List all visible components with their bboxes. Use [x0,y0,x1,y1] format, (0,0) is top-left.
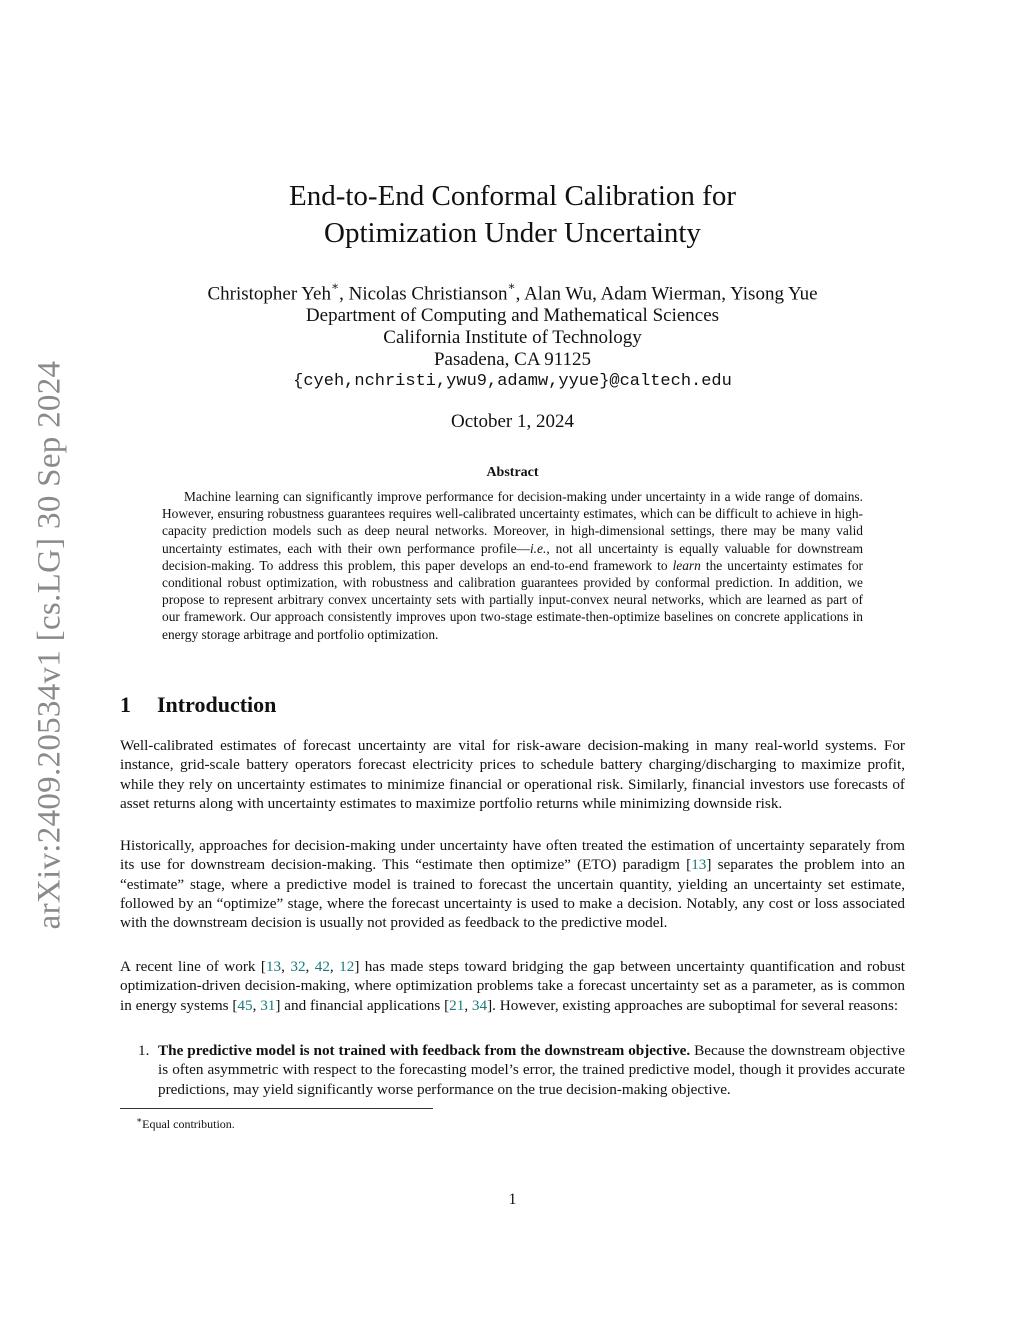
author-separator: , [339,283,349,305]
section-title: Introduction [157,692,277,717]
citation-link[interactable]: 13 [265,958,282,975]
abstract-part-3: the uncertainty estimates for conditional robust optimization, with robustness and calibration guarantees provided by conformal prediction. In addition, we propose to represent arbitrary convex uncertainty sets with partially input-convex neural networks, which are learned as part of our framework. Our approach consistently improves upon two-stage estimate-then-optimize baselines on concrete applications in energy storage arbitrage and portfolio optimization. [162,557,863,642]
citation-separator: , [464,996,472,1014]
citation-link[interactable]: 13 [691,856,707,874]
title-line-1: End-to-End Conformal Calibration for [289,180,736,212]
paragraph-text: Historically, approaches for decision-making under uncertainty have often treated the estimation of uncertainty separately from its use for downstream decision-making. This “estimate then optimize” (ETO) paradigm [ [120,837,905,874]
citation-separator: , [305,958,315,975]
citation-separator: , [281,958,291,975]
title-line-2: Optimization Under Uncertainty [324,217,701,249]
author-block [120,277,905,393]
paper-title [120,178,905,252]
intro-paragraph-3 [120,957,905,1015]
department: Department of Computing and Mathematical Sciences [305,305,720,327]
citation-link[interactable]: 31 [260,996,276,1014]
citation-link[interactable]: 42 [314,958,330,975]
footnote-mark: ∗ [136,1115,143,1125]
abstract-ie: i.e. [529,540,547,556]
paragraph-text: A recent line of work [ [120,958,266,975]
citation-separator: , [252,996,261,1014]
footnote-divider [120,1108,433,1109]
paragraph-text: ] has made steps toward bridging the gap between uncertainty quantification and robust optimization-driven decision-making, where optimization problems take a forecast uncertainty set as a parameter, as is common in energy systems [ [120,958,906,1014]
institute: California Institute of Technology [383,327,642,349]
author-emails: {cyeh,nchristi,ywu9,adamw,yyue}@caltech.edu [293,372,732,392]
publication-date: October 1, 2024 [451,411,574,432]
author-others: Alan Wu, Adam Wierman, Yisong Yue [524,283,818,305]
list-item [138,1041,905,1099]
citation-link[interactable]: 21 [449,996,465,1014]
list-item-text: Because the downstream objective is often asymmetric with respect to the forecasting model’s error, the trained predictive model, though it provides accurate predictions, may yield significantly worse performance on the true decision-making objective. [158,1042,905,1098]
author-christianson: Nicolas Christianson [348,283,508,305]
arxiv-identifier-stamp: arXiv:2409.20534v1 [cs.LG] 30 Sep 2024 [31,360,68,930]
citation-link[interactable]: 12 [339,958,355,975]
paragraph-text: ] separates the problem into an “estimate” stage, where a predictive model is trained to forecast the uncertain quantity, yielding an uncertainty set estimate, followed by an “optimize” stage, where the forecast uncertainty is used to make a decision. Notably, any cost or loss associated with the downstream decision is usually not provided as feedback to the predictive model. [120,856,906,932]
list-marker: 1. [138,1042,150,1059]
abstract-text [162,488,863,643]
paragraph-text: ] and financial applications [ [275,996,450,1014]
location: Pasadena, CA 91125 [433,349,592,371]
section-number: 1 [120,692,131,717]
citation-separator: , [329,958,340,975]
section-heading-introduction [120,692,905,718]
footnote-text: Equal contribution. [142,1117,235,1131]
abstract-part-2: , not all uncertainty is equally valuable for downstream decision-making. To address this problem, this paper develops an end-to-end framework to [162,540,863,573]
abstract-heading: Abstract [486,465,539,480]
citation-link[interactable]: 34 [471,996,488,1014]
equal-contribution-mark: ∗ [507,279,516,293]
page-number: 1 [508,1191,517,1208]
author-yeh: Christopher Yeh [207,283,331,305]
abstract-learn: learn [672,557,701,573]
abstract-part-1: Machine learning can significantly improve performance for decision-making under uncertainty in a wide range of domains. However, ensuring robustness guarantees requires well-calibrated uncertainty estimates, which can be difficult to achieve in high-capacity prediction models such as deep neural networks. Moreover, in high-dimensional settings, there may be many valid uncertainty estimates, each with their own performance profile— [162,489,863,556]
list-item-body [158,1041,905,1099]
author-list [120,277,905,305]
paragraph-text: ]. However, existing approaches are suboptimal for several reasons: [487,996,899,1014]
footnote [136,1112,235,1132]
author-separator: , [515,283,525,305]
intro-paragraph-1: Well-calibrated estimates of forecast uncertainty are vital for risk-aware decision-making in many real-world systems. For instance, grid-scale battery operators forecast electricity prices to schedule battery charging/discharging to maximize profit, while they rely on uncertainty estimates to minimize financial or operational risk. Similarly, financial investors use forecasts of asset returns along with uncertainty estimates to maximize portfolio returns while minimizing downside risk. [120,737,905,812]
intro-paragraph-2 [120,836,905,932]
citation-link[interactable]: 32 [290,958,306,975]
citation-link[interactable]: 45 [237,996,253,1014]
equal-contribution-mark: ∗ [330,279,340,293]
list-item-lead: The predictive model is not trained with feedback from the downstream objective. [158,1042,691,1059]
